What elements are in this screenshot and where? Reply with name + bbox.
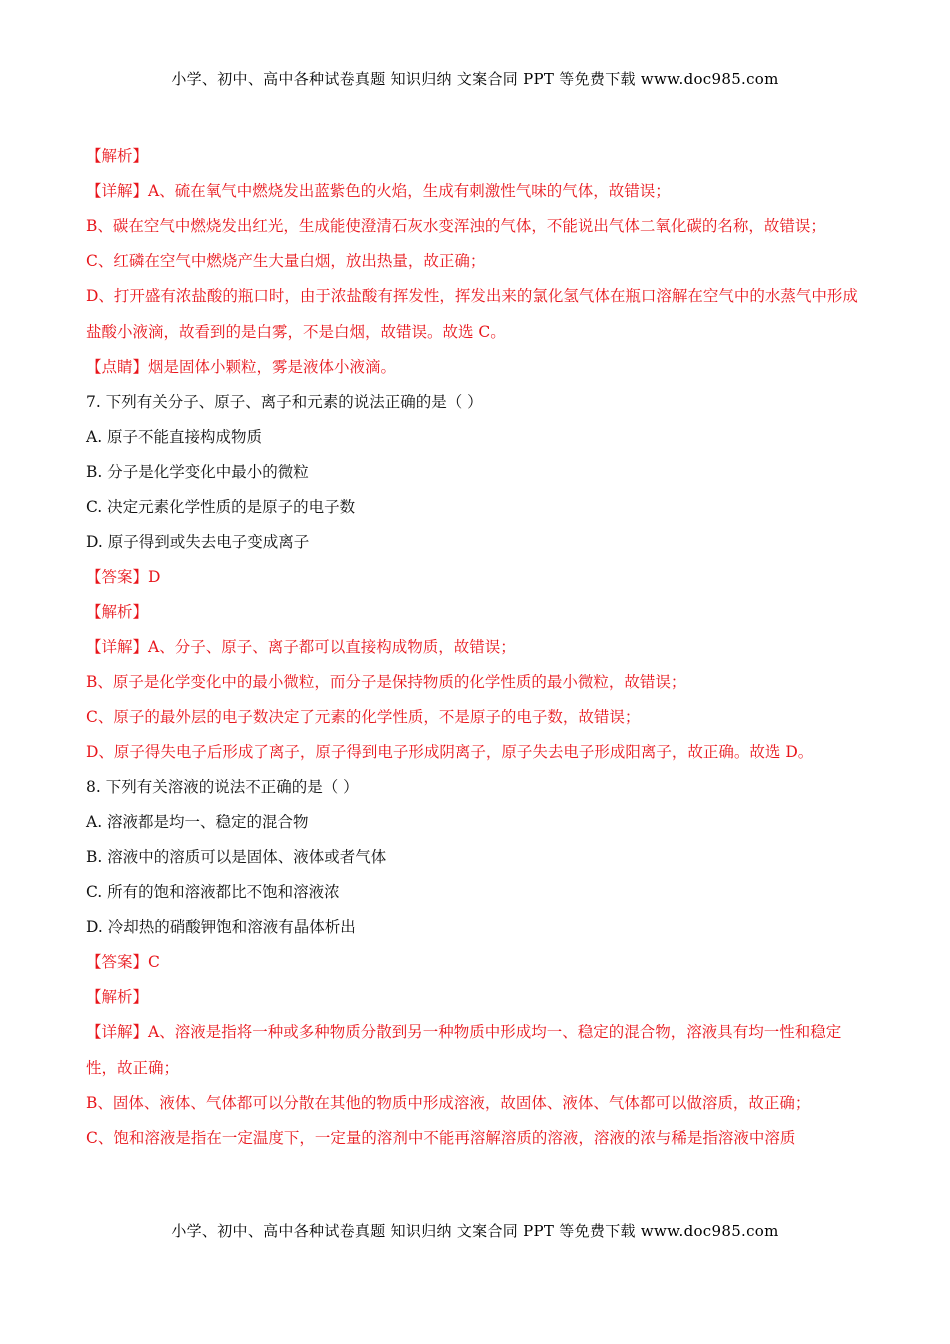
- line-12: 【解析】: [86, 603, 149, 621]
- line-24: 【详解】A、溶液是指将一种或多种物质分散到另一种物质中形成均一、稳定的混合物，溶液具有均一性和稳定性，故正确；: [86, 1023, 842, 1077]
- line-3: C、红磷在空气中燃烧产生大量白烟，放出热量，故正确；: [86, 252, 486, 270]
- line-1: 【详解】A、硫在氧气中燃烧发出蓝紫色的火焰，生成有刺激性气味的气体，故错误；: [86, 182, 671, 200]
- line-11: 【答案】D: [86, 568, 161, 586]
- line-8: B. 分子是化学变化中最小的微粒: [86, 463, 309, 481]
- line-25: B、固体、液体、气体都可以分散在其他的物质中形成溶液，故固体、液体、气体都可以做溶质，故正确；: [86, 1094, 811, 1112]
- line-4: D、打开盛有浓盐酸的瓶口时，由于浓盐酸有挥发性，挥发出来的氯化氢气体在瓶口溶解在空气中的水蒸气中形成盐酸小液滴，故看到的是白雾，不是白烟，故错误。故选 C。: [86, 287, 858, 341]
- line-14: B、原子是化学变化中的最小微粒，而分子是保持物质的化学性质的最小微粒，故错误；: [86, 673, 687, 691]
- document-body: [86, 146, 866, 1163]
- line-18: A. 溶液都是均一、稳定的混合物: [86, 813, 309, 831]
- line-17: 8. 下列有关溶液的说法不正确的是（ ）: [86, 778, 359, 796]
- line-16: D、原子得失电子后形成了离子，原子得到电子形成阴离子，原子失去电子形成阳离子，故正确。故选 D。: [86, 743, 814, 761]
- line-0: 【解析】: [86, 147, 149, 165]
- page-footer: 小学、初中、高中各种试卷真题 知识归纳 文案合同 PPT 等免费下载 www.doc985.com: [171, 1222, 779, 1240]
- line-22: 【答案】C: [86, 953, 160, 971]
- page-header: 小学、初中、高中各种试卷真题 知识归纳 文案合同 PPT 等免费下载 www.doc985.com: [171, 70, 779, 88]
- line-9: C. 决定元素化学性质的是原子的电子数: [86, 498, 356, 516]
- line-26: C、饱和溶液是指在一定温度下，一定量的溶剂中不能再溶解溶质的溶液，溶液的浓与稀是指溶液中溶质: [86, 1129, 796, 1147]
- line-5: 【点睛】烟是固体小颗粒，雾是液体小液滴。: [86, 358, 397, 376]
- line-10: D. 原子得到或失去电子变成离子: [86, 533, 310, 551]
- line-20: C. 所有的饱和溶液都比不饱和溶液浓: [86, 883, 340, 901]
- line-21: D. 冷却热的硝酸钾饱和溶液有晶体析出: [86, 918, 356, 936]
- line-13: 【详解】A、分子、原子、离子都可以直接构成物质，故错误；: [86, 638, 516, 656]
- line-15: C、原子的最外层的电子数决定了元素的化学性质，不是原子的电子数，故错误；: [86, 708, 641, 726]
- line-6: 7. 下列有关分子、原子、离子和元素的说法正确的是（ ）: [86, 393, 483, 411]
- line-2: B、碳在空气中燃烧发出红光，生成能使澄清石灰水变浑浊的气体，不能说出气体二氧化碳的名称，故错误；: [86, 217, 826, 235]
- line-23: 【解析】: [86, 988, 149, 1006]
- line-7: A. 原子不能直接构成物质: [86, 428, 263, 446]
- line-19: B. 溶液中的溶质可以是固体、液体或者气体: [86, 848, 387, 866]
